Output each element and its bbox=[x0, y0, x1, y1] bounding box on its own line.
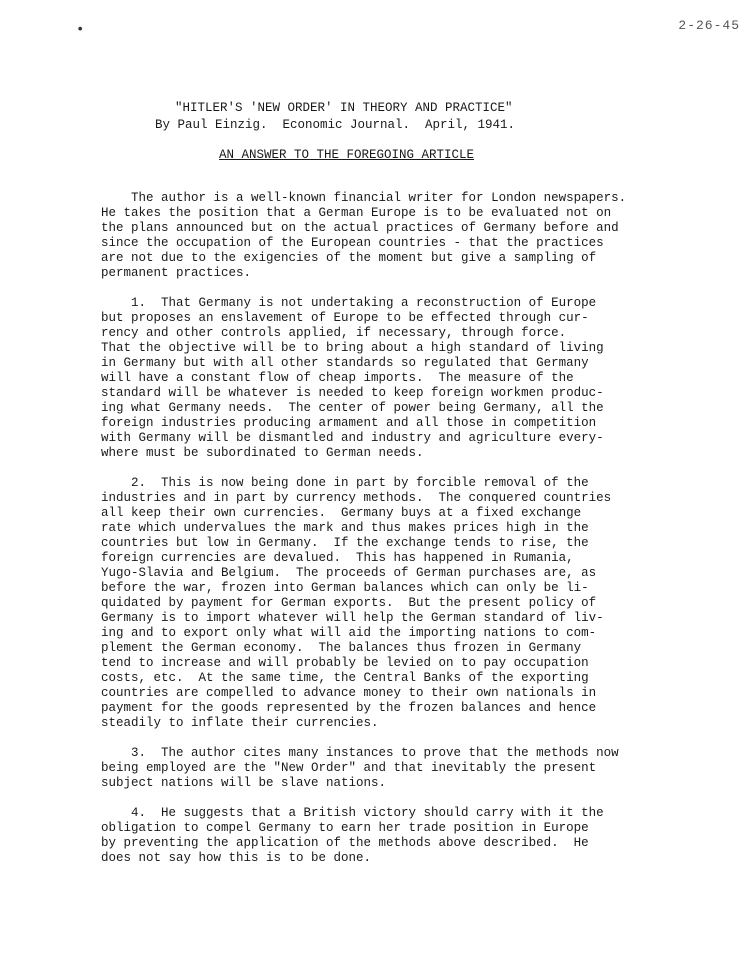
paragraph-intro bbox=[101, 191, 721, 281]
text-line: are not due to the exigencies of the moment but give a sampling of bbox=[101, 251, 597, 265]
paragraph-3 bbox=[101, 746, 721, 791]
text-line: obligation to compel Germany to earn her trade position in Europe bbox=[101, 821, 589, 835]
text-line: rate which undervalues the mark and thus makes prices high in the bbox=[101, 521, 589, 535]
text-line: rency and other controls applied, if necessary, through force. bbox=[101, 326, 567, 340]
paragraph-2 bbox=[101, 476, 721, 731]
stray-mark: • bbox=[76, 22, 85, 38]
text-line: in Germany but with all other standards so regulated that Germany bbox=[101, 356, 589, 370]
title-block bbox=[0, 100, 750, 134]
section-heading: AN ANSWER TO THE FOREGOING ARTICLE bbox=[219, 148, 475, 162]
text-line: with Germany will be dismantled and industry and agriculture every- bbox=[101, 431, 604, 445]
text-line: steadily to inflate their currencies. bbox=[101, 716, 379, 730]
text-line: before the war, frozen into German balances which can only be li- bbox=[101, 581, 589, 595]
text-line: That the objective will be to bring about a high standard of living bbox=[101, 341, 604, 355]
text-line: standard will be whatever is needed to keep foreign workmen produc- bbox=[101, 386, 604, 400]
paragraph-1 bbox=[101, 296, 721, 461]
text-line: Germany is to import whatever will help the German standard of liv- bbox=[101, 611, 604, 625]
text-line: all keep their own currencies. Germany buys at a fixed exchange bbox=[101, 506, 582, 520]
text-line: payment for the goods represented by the frozen balances and hence bbox=[101, 701, 597, 715]
text-line: ing what Germany needs. The center of power being Germany, all the bbox=[101, 401, 604, 415]
text-line: the plans announced but on the actual practices of Germany before and bbox=[101, 221, 619, 235]
text-line: countries are compelled to advance money to their own nationals in bbox=[101, 686, 597, 700]
text-line: will have a constant flow of cheap imports. The measure of the bbox=[101, 371, 574, 385]
text-line: countries but low in Germany. If the exchange tends to rise, the bbox=[101, 536, 589, 550]
text-line: since the occupation of the European countries - that the practices bbox=[101, 236, 604, 250]
text-line: subject nations will be slave nations. bbox=[101, 776, 387, 790]
text-line: Yugo-Slavia and Belgium. The proceeds of German purchases are, as bbox=[101, 566, 597, 580]
text-line: industries and in part by currency methods. The conquered countries bbox=[101, 491, 612, 505]
text-line: permanent practices. bbox=[101, 266, 252, 280]
paragraph-4 bbox=[101, 806, 721, 866]
text-line: quidated by payment for German exports. But the present policy of bbox=[101, 596, 597, 610]
text-line: costs, etc. At the same time, the Central Banks of the exporting bbox=[101, 671, 589, 685]
text-line: The author is a well-known financial writer for London newspapers. bbox=[101, 191, 627, 205]
body-text bbox=[101, 191, 721, 881]
article-byline: By Paul Einzig. Economic Journal. April, 1941. bbox=[155, 118, 516, 132]
text-line: foreign currencies are devalued. This has happened in Rumania, bbox=[101, 551, 574, 565]
text-line: 4. He suggests that a British victory should carry with it the bbox=[101, 806, 604, 820]
text-line: tend to increase and will probably be levied on to pay occupation bbox=[101, 656, 589, 670]
article-title: "HITLER'S 'NEW ORDER' IN THEORY AND PRACTICE" bbox=[175, 101, 513, 115]
text-line: ing and to export only what will aid the importing nations to com- bbox=[101, 626, 597, 640]
text-line: 1. That Germany is not undertaking a reconstruction of Europe bbox=[101, 296, 597, 310]
text-line: 2. This is now being done in part by forcible removal of the bbox=[101, 476, 589, 490]
text-line: He takes the position that a German Europe is to be evaluated not on bbox=[101, 206, 612, 220]
text-line: being employed are the "New Order" and that inevitably the present bbox=[101, 761, 597, 775]
text-line: where must be subordinated to German needs. bbox=[101, 446, 424, 460]
handwritten-file-number: 2-26-45 bbox=[678, 18, 740, 33]
text-line: plement the German economy. The balances thus frozen in Germany bbox=[101, 641, 582, 655]
text-line: by preventing the application of the methods above described. He bbox=[101, 836, 589, 850]
text-line: but proposes an enslavement of Europe to be effected through cur- bbox=[101, 311, 589, 325]
text-line: 3. The author cites many instances to prove that the methods now bbox=[101, 746, 619, 760]
text-line: foreign industries producing armament and all those in competition bbox=[101, 416, 597, 430]
text-line: does not say how this is to be done. bbox=[101, 851, 372, 865]
